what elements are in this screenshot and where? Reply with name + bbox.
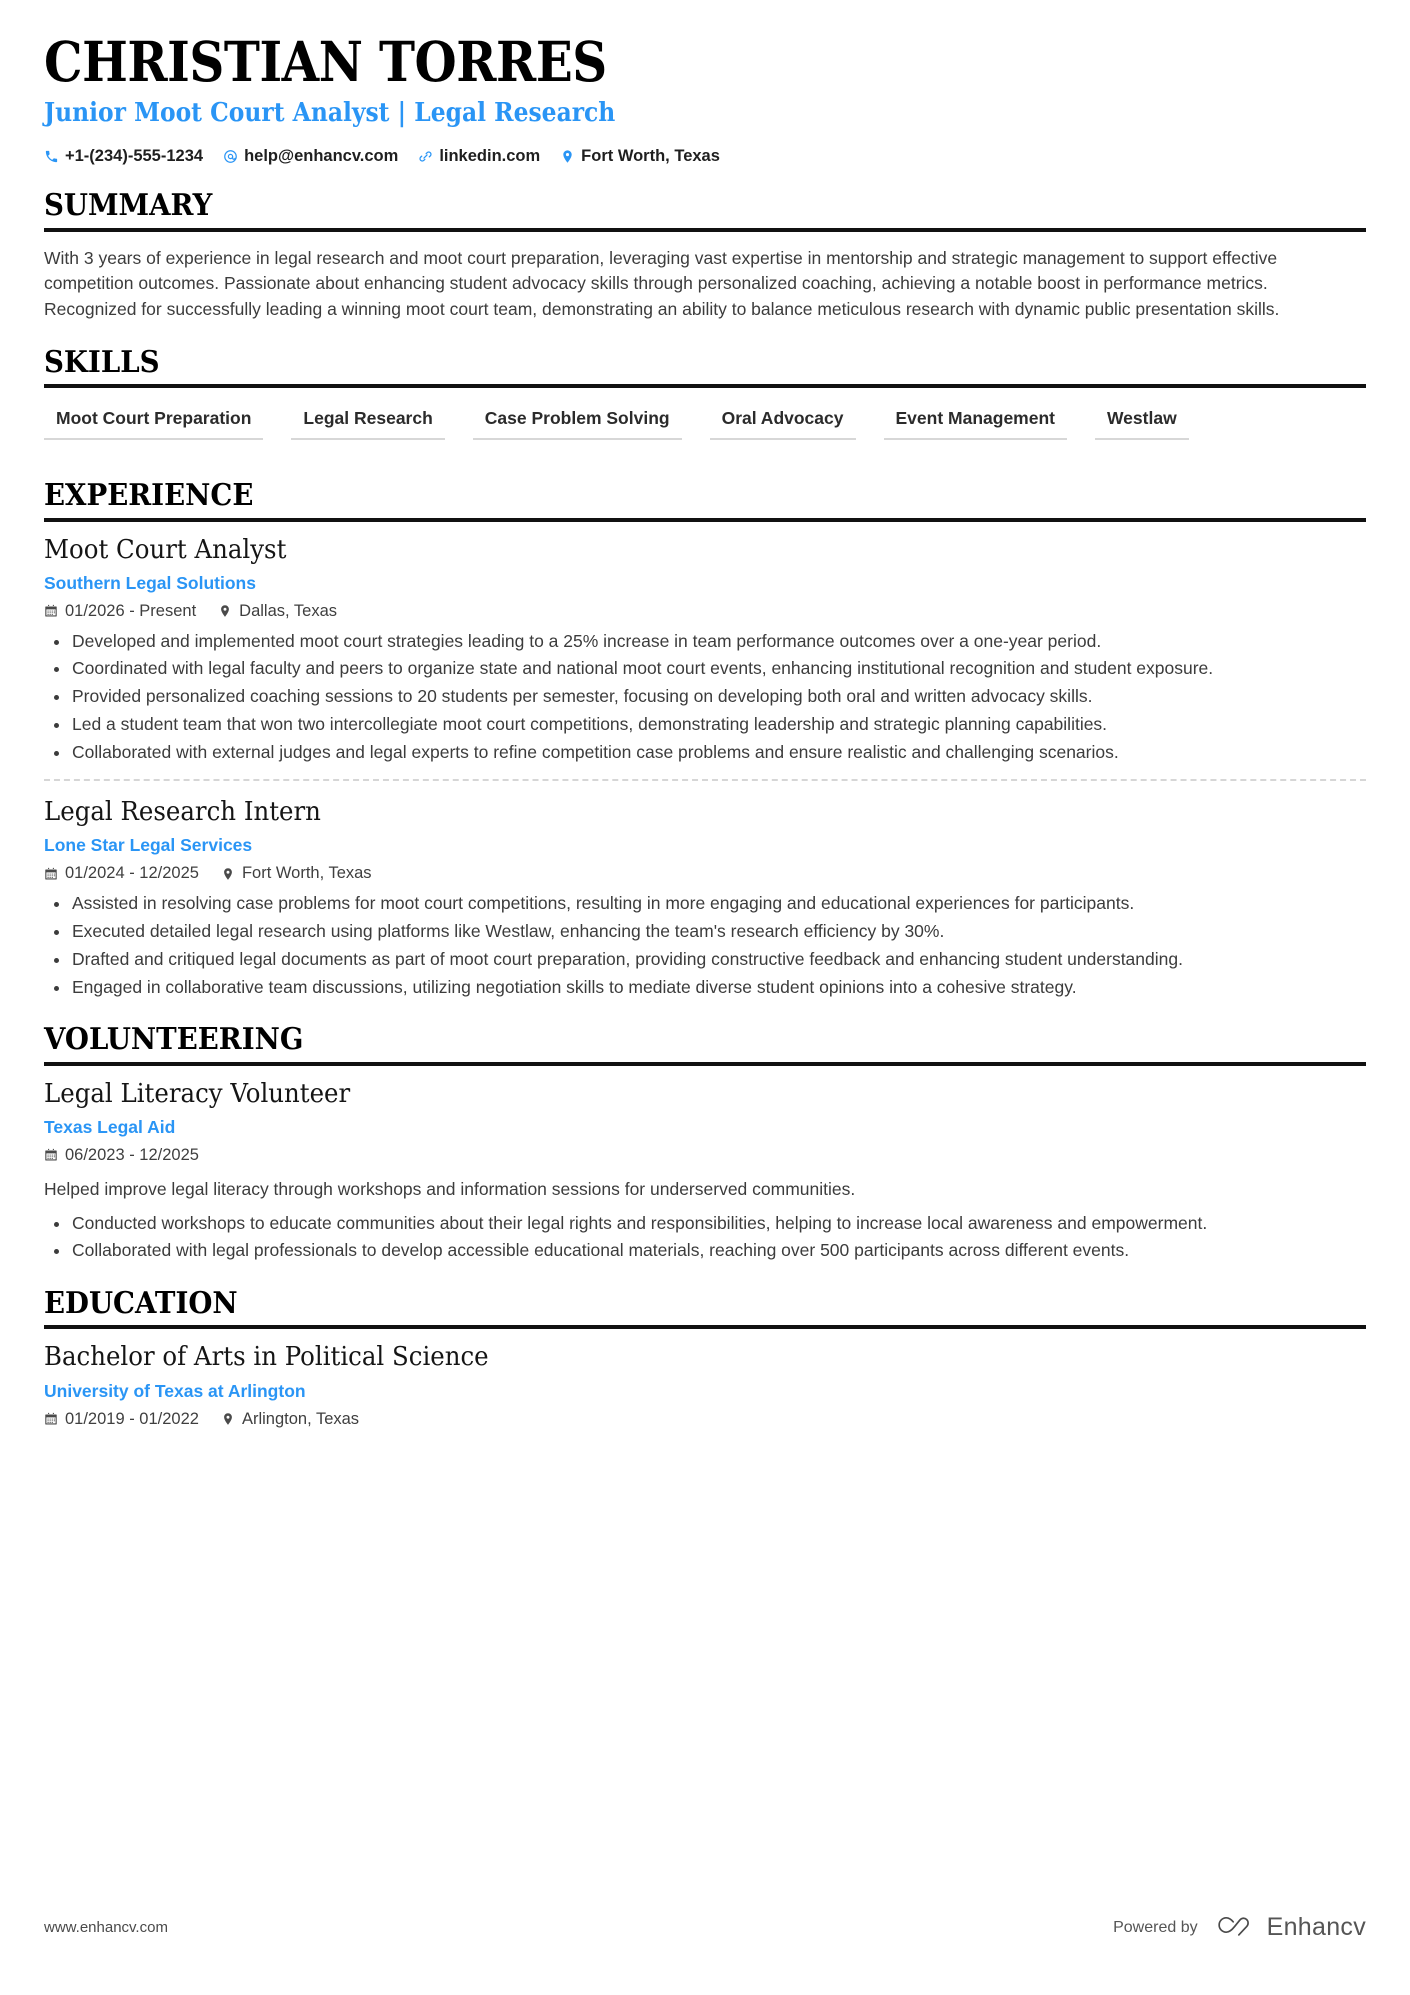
contact-link-text: linkedin.com [439,147,541,166]
job-location [221,864,372,883]
school-location-text: Arlington, Texas [241,1409,360,1428]
location-pin-icon [221,867,235,881]
section-title-volunteering: VOLUNTEERING [44,1022,304,1058]
responsibility-item: Engaged in collaborative team discussions, utilizing negotiation skills to mediate diverse student opinions into a cohesive strategy. [70,975,1340,1001]
date-range [44,864,199,883]
volunteering-entry [44,1066,1366,1264]
responsibility-item: Led a student team that won two intercollegiate moot court competitions, demonstrating leadership and strategic planning capabilities. [70,712,1340,738]
candidate-headline: Junior Moot Court Analyst | Legal Research [44,98,616,129]
section-title-experience: EXPERIENCE [44,478,254,514]
contact-email[interactable] [223,147,398,166]
section-experience [44,480,1366,1000]
calendar-icon [44,867,58,881]
job-title: Legal Research Intern [44,797,321,828]
date-range-text: 01/2024 - 12/2025 [65,864,199,883]
responsibility-item: Collaborated with external judges and legal experts to refine competition case problems and ensure realistic and challenging scenarios. [70,740,1340,766]
responsibility-list [44,1211,1366,1264]
responsibility-item: Collaborated with legal professionals to develop accessible educational materials, reaching over 500 participants across different events. [70,1238,1340,1264]
date-range [44,1410,199,1429]
responsibility-list [44,629,1366,766]
calendar-icon [44,1412,58,1426]
school-location [221,1410,359,1429]
section-title-education: EDUCATION [44,1286,238,1322]
responsibility-item: Executed detailed legal research using platforms like Westlaw, enhancing the team's research efficiency by 30%. [70,919,1340,945]
location-pin-icon [560,149,575,164]
powered-by [1113,1912,1366,1943]
phone-icon [44,149,59,164]
section-divider [44,384,1366,388]
enhancv-brand-name: Enhancv [1266,1913,1366,1941]
date-range [44,1146,199,1165]
skill-tag: Oral Advocacy [710,406,856,440]
section-summary [44,190,1366,323]
section-volunteering [44,1024,1366,1264]
skill-tag: Moot Court Preparation [44,406,263,440]
contact-link[interactable] [418,147,540,166]
enhancv-brand [1212,1912,1366,1943]
enhancv-logo-icon [1212,1912,1258,1943]
contact-row [44,147,1366,166]
calendar-icon [44,1148,58,1162]
date-range-text: 06/2023 - 12/2025 [65,1145,199,1164]
skill-tag: Legal Research [291,406,444,440]
contact-location[interactable] [560,147,720,166]
degree-title: Bachelor of Arts in Political Science [44,1342,489,1373]
organization-name[interactable]: Texas Legal Aid [44,1116,176,1137]
school-name[interactable]: University of Texas at Arlington [44,1380,306,1401]
resume-header [44,29,1366,166]
responsibility-item: Drafted and critiqued legal documents as part of moot court preparation, providing constructive feedback and enhancing student understanding. [70,947,1340,973]
calendar-icon [44,604,58,618]
section-title-summary: SUMMARY [44,188,213,224]
entry-meta [44,1410,1366,1429]
location-pin-icon [218,604,232,618]
job-location-text: Fort Worth, Texas [241,864,372,883]
responsibility-item: Conducted workshops to educate communities about their legal rights and responsibilities, helping to increase local awareness and empowerment. [70,1211,1340,1237]
responsibility-item: Assisted in resolving case problems for moot court competitions, resulting in more engaging and educational experiences for participants. [70,891,1340,917]
section-skills [44,344,1366,456]
section-divider [44,228,1366,232]
responsibility-item: Provided personalized coaching sessions to 20 students per semester, focusing on developing both oral and written advocacy skills. [70,684,1340,710]
entry-meta [44,864,1366,883]
contact-email-text: help@enhancv.com [244,147,399,166]
education-entry [44,1329,1366,1428]
section-title-skills: SKILLS [44,344,160,380]
job-location-text: Dallas, Texas [239,601,337,620]
powered-by-label: Powered by [1113,1918,1198,1936]
job-location [218,602,337,621]
skill-tag: Westlaw [1095,406,1189,440]
date-range-text: 01/2026 - Present [65,601,197,620]
contact-phone-text: +1-(234)-555-1234 [65,147,204,166]
volunteer-role: Legal Literacy Volunteer [44,1078,351,1109]
entry-meta [44,1146,1366,1165]
date-range [44,602,196,621]
experience-entry [44,522,1366,766]
footer-url[interactable]: www.enhancv.com [44,1919,168,1936]
candidate-name: CHRISTIAN TORRES [44,29,607,94]
volunteer-description: Helped improve legal literacy through workshops and information sessions for underserved communities. [44,1178,856,1199]
page-footer [44,1912,1366,1943]
skill-tag: Event Management [884,406,1067,440]
location-pin-icon [221,1412,235,1426]
skill-tag: Case Problem Solving [473,406,682,440]
summary-text: With 3 years of experience in legal research and moot court preparation, leveraging vast expertise in mentorship and strategic management to support effective competition outcomes. Passionate about enhancing student advocacy skills through personalized coaching, achieving a notable boost in performance metrics. Recognized for successfully leading a winning moot court team, demonstrating an ability to balance meticulous research with dynamic public presentation skills. [44,247,1280,320]
company-name[interactable]: Southern Legal Solutions [44,572,256,593]
link-icon [418,149,433,164]
section-education [44,1288,1366,1429]
skills-list [44,406,1366,456]
responsibility-item: Coordinated with legal faculty and peers to organize state and national moot court events, enhancing institutional recognition and student exposure. [70,656,1340,682]
responsibility-list [44,891,1366,1000]
responsibility-item: Developed and implemented moot court strategies leading to a 25% increase in team performance outcomes over a one-year period. [70,629,1340,655]
email-icon [223,149,238,164]
date-range-text: 01/2019 - 01/2022 [65,1409,199,1428]
job-title: Moot Court Analyst [44,534,287,565]
experience-entry [44,779,1366,1000]
contact-phone[interactable] [44,147,203,166]
company-name[interactable]: Lone Star Legal Services [44,835,253,856]
contact-location-text: Fort Worth, Texas [581,147,720,166]
entry-meta [44,602,1366,621]
